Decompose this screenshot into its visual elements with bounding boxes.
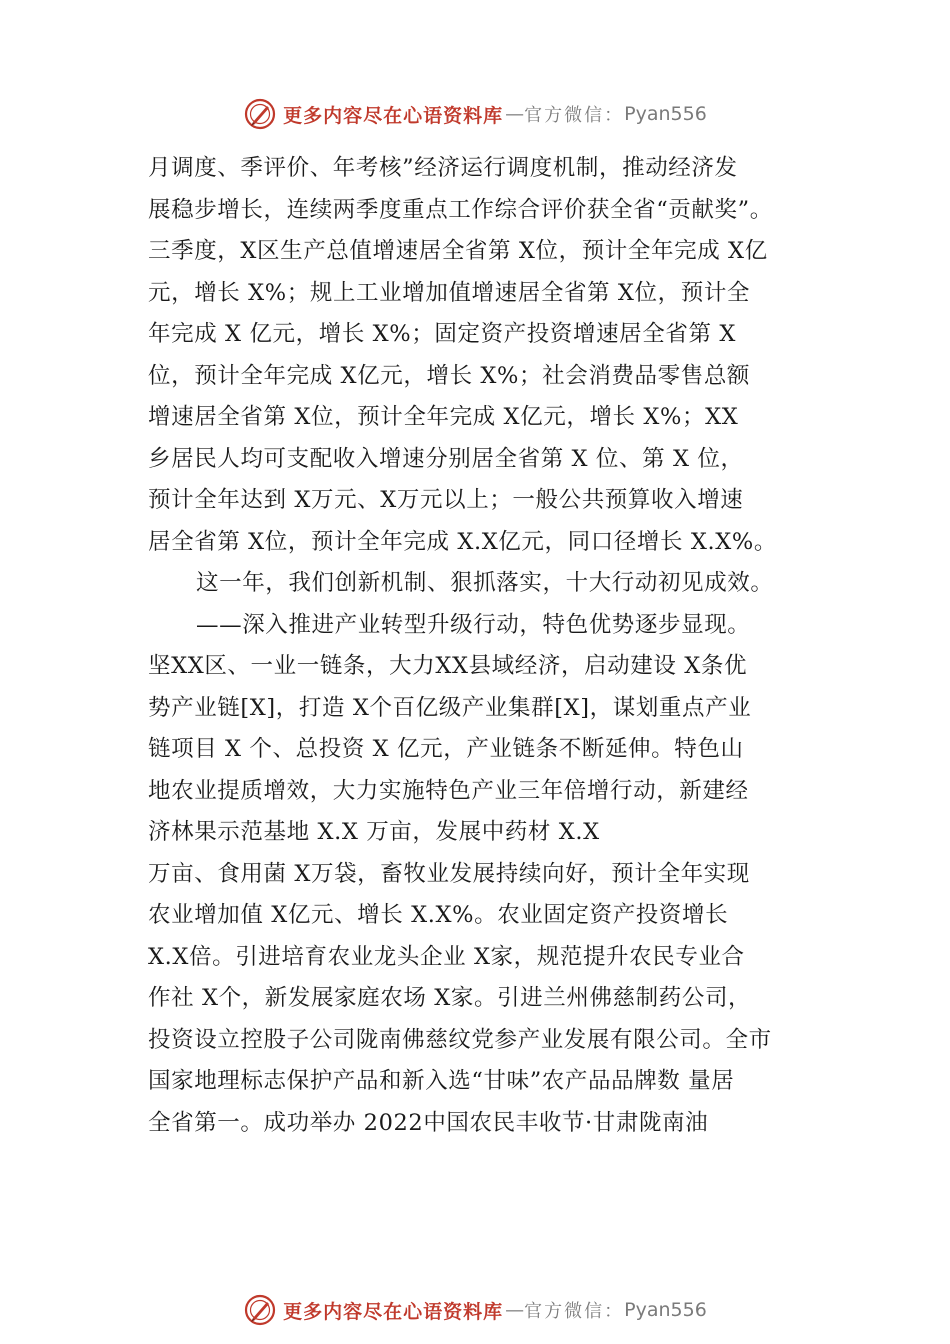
text-line: 国家地理标志保护产品和新入选“甘味”农产品品牌数 量居 — [148, 1068, 735, 1094]
text-line: 乡居民人均可支配收入增速分别居全省第 X 位、第 X 位， — [148, 445, 744, 472]
document-body — [148, 148, 828, 1144]
text-line: 万亩、食用菌 X万袋，畜牧业发展持续向好，预计全年实现 — [148, 860, 750, 887]
text-line: 展稳步增长，连续两季度重点工作综合评价获全省“贡献奖”。 — [148, 196, 773, 223]
text-line: 链项目 X 个、总投资 X 亿元，产业链条不断延伸。特色山 — [148, 736, 744, 762]
text-line: 农业增加值 X亿元、增长 X.X%。农业固定资产投资增长 — [148, 902, 729, 928]
wechat-id: Pyan556 — [624, 103, 707, 125]
text-line: 济林果示范基地 X.X 万亩，发展中药材 X.X — [148, 819, 600, 845]
wechat-label: 官方微信： — [524, 1301, 625, 1322]
wechat-label: 官方微信： — [524, 105, 625, 126]
paragraph-start-line: 这一年，我们创新机制、狠抓落实，十大行动初见成效。 — [196, 570, 774, 596]
pen-seal-icon — [243, 1293, 277, 1327]
footer-banner — [0, 1288, 950, 1332]
text-line: 势产业链[X]，打造 X个百亿级产业集群[X]，谋划重点产业 — [148, 694, 752, 721]
text-line: 投资设立控股子公司陇南佛慈纹党参产业发展有限公司。全市 — [148, 1026, 772, 1053]
text-line: 增速居全省第 X位，预计全年完成 X亿元，增长 X%；XX — [148, 404, 739, 430]
brand-text: 更多内容尽在心语资料库 — [283, 1300, 504, 1323]
text-line: 坚XX区、一业一链条，大力XX县域经济，启动建设 X条优 — [148, 653, 748, 679]
text-line: 预计全年达到 X万元、X万元以上；一般公共预算收入增速 — [148, 487, 744, 513]
text-line: 地农业提质增效，大力实施特色产业三年倍增行动，新建经 — [148, 777, 749, 804]
brand-text: 更多内容尽在心语资料库 — [283, 104, 504, 127]
pen-seal-icon — [243, 97, 277, 131]
wechat-id: Pyan556 — [624, 1299, 707, 1321]
text-line: 元，增长 X%；规上工业增加值增速居全省第 X位，预计全 — [148, 279, 751, 306]
text-line: 年完成 X 亿元，增长 X%；固定资产投资增速居全省第 X — [148, 321, 736, 347]
text-line: 作社 X个，新发展家庭农场 X家。引进兰州佛慈制药公司， — [148, 985, 752, 1011]
text-line: 三季度，X区生产总值增速居全省第 X位，预计全年完成 X亿 — [148, 238, 768, 264]
text-line: 月调度、季评价、年考核”经济运行调度机制，推动经济发 — [148, 155, 738, 181]
brand-separator: — — [505, 1299, 525, 1321]
header-banner — [0, 92, 950, 136]
text-line: 居全省第 X位，预计全年完成 X.X亿元，同口径增长 X.X%。 — [148, 528, 777, 555]
brand-separator: — — [505, 103, 525, 125]
text-line: 位，预计全年完成 X亿元，增长 X%；社会消费品零售总额 — [148, 362, 751, 389]
text-line: X.X倍。引进培育农业龙头企业 X家，规范提升农民专业合 — [148, 943, 745, 970]
text-line: 全省第一。成功举办 2022中国农民丰收节·甘肃陇南油 — [148, 1109, 709, 1136]
section-heading-line: ——深入推进产业转型升级行动，特色优势逐步显现。 — [196, 611, 751, 638]
